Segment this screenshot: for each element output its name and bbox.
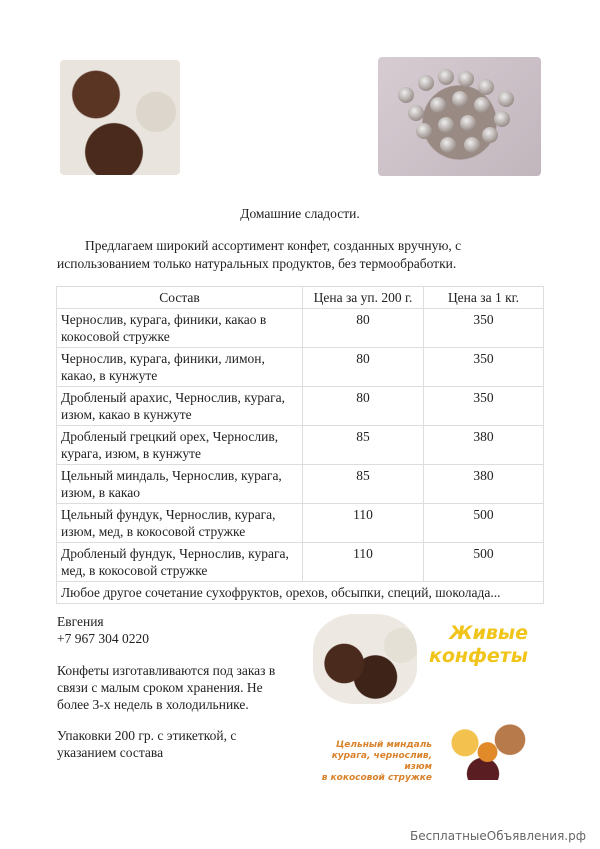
table-row [57, 465, 544, 504]
composition-cell: Дробленый фундук, Чернослив, курага, мед, в кокосовой стружке [57, 543, 303, 582]
price-kg-cell: 350 [424, 348, 544, 387]
price-kg-cell: 380 [424, 465, 544, 504]
price-pack-cell: 80 [303, 387, 424, 426]
price-pack-cell: 85 [303, 465, 424, 504]
price-pack-cell: 85 [303, 426, 424, 465]
price-kg-cell: 350 [424, 309, 544, 348]
logo-line: Живые [449, 622, 528, 644]
price-kg-cell: 500 [424, 543, 544, 582]
composition-cell: Чернослив, курага, финики, лимон, какао, в кунжуте [57, 348, 303, 387]
contact-block [57, 613, 149, 647]
header-price-pack: Цена за уп. 200 г. [303, 287, 424, 309]
price-kg-cell: 380 [424, 426, 544, 465]
zhivye-konfety-logo [313, 614, 530, 704]
contact-phone: +7 967 304 0220 [57, 631, 149, 646]
header-composition: Состав [57, 287, 303, 309]
logo-line: конфеты [428, 645, 528, 667]
candy-photo-right [378, 57, 541, 176]
banner-line: в кокосовой стружке [321, 773, 432, 783]
header-price-kg: Цена за 1 кг. [424, 287, 544, 309]
table-row [57, 426, 544, 465]
page-title: Домашние сладости. [240, 206, 360, 221]
composition-cell: Чернослив, курага, финики, какао в кокосовой стружке [57, 309, 303, 348]
price-pack-cell: 80 [303, 348, 424, 387]
price-pack-cell: 80 [303, 309, 424, 348]
candy-photo-left [60, 60, 180, 175]
almond-label-banner [308, 718, 530, 782]
table-header-row [57, 287, 544, 309]
table-row [57, 504, 544, 543]
price-table [56, 286, 544, 604]
composition-cell: Цельный фундук, Чернослив, курага, изюм, мед, в кокосовой стружке [57, 504, 303, 543]
candy-logo-image [313, 614, 417, 704]
price-pack-cell: 110 [303, 504, 424, 543]
price-kg-cell: 350 [424, 387, 544, 426]
composition-cell: Дробленый арахис, Чернослив, курага, изюм, какао в кунжуте [57, 387, 303, 426]
banner-line: курага, чернослив, изюм [331, 751, 432, 772]
table-row [57, 543, 544, 582]
watermark: БесплатныеОбъявления.рф [410, 829, 586, 843]
table-footer-row [57, 582, 544, 604]
table-row [57, 309, 544, 348]
composition-cell: Цельный миндаль, Чернослив, курага, изюм, в какао [57, 465, 303, 504]
banner-line: Цельный миндаль [335, 740, 432, 750]
intro-paragraph: Предлагаем широкий ассортимент конфет, созданных вручную, с использованием только натуральных продуктов, без термообработки. [57, 238, 462, 271]
composition-cell: Дробленый грецкий орех, Чернослив, курага, изюм, в кунжуте [57, 426, 303, 465]
dried-fruits-image [438, 718, 528, 780]
storage-note: Конфеты изготавливаются под заказ в связи с малым сроком хранения. Не более 3-х недель в холодильнике. [57, 663, 276, 712]
packaging-note: Упаковки 200 гр. с этикеткой, с указанием состава [57, 728, 237, 760]
table-footer-note: Любое другое сочетание сухофруктов, орехов, обсыпки, специй, шоколада... [57, 582, 544, 604]
price-pack-cell: 110 [303, 543, 424, 582]
table-row [57, 348, 544, 387]
table-row [57, 387, 544, 426]
contact-name: Евгения [57, 614, 104, 629]
price-kg-cell: 500 [424, 504, 544, 543]
